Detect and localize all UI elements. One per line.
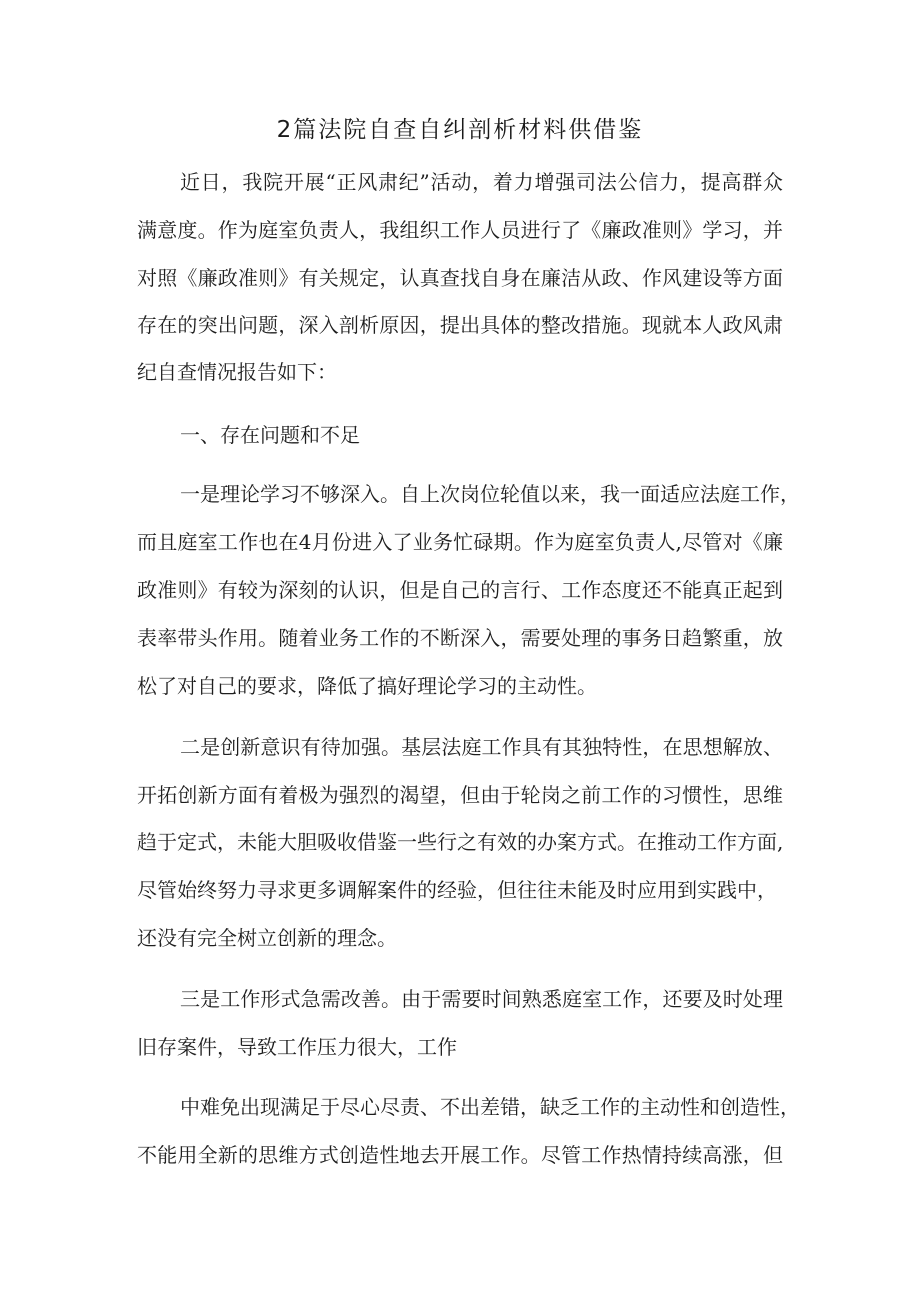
document-title: 2篇法院自查自纠剖析材料供借鉴 — [276, 117, 644, 143]
paragraph-line: 近日，我院开展“正风肃纪”活动，着力增强司法公信力，提高群众 — [180, 170, 783, 194]
paragraph-line: 二是创新意识有待加强。基层法庭工作具有其独特性，在思想解放、 — [180, 735, 783, 759]
paragraph-line: 政准则》有较为深刻的认识，但是自己的言行、工作态度还不能真正起到 — [137, 578, 783, 602]
section-heading: 一、存在问题和不足 — [180, 423, 360, 447]
paragraph-line: 表率带头作用。随着业务工作的不断深入，需要处理的事务日趋繁重，放 — [137, 626, 783, 650]
paragraph-line: 对照《廉政准则》有关规定，认真查找自身在廉洁从政、作风建设等方面 — [137, 266, 783, 290]
paragraph-line: 满意度。作为庭室负责人，我组织工作人员进行了《廉政准则》学习，并 — [137, 218, 783, 242]
paragraph-line: 三是工作形式急需改善。由于需要时间熟悉庭室工作，还要及时处理 — [180, 987, 783, 1011]
paragraph-line: 还没有完全树立创新的理念。 — [137, 926, 397, 950]
paragraph-line: 趋于定式，未能大胆吸收借鉴一些行之有效的办案方式。在推动工作方面, — [137, 830, 784, 854]
paragraph-line: 开拓创新方面有着极为强烈的渴望，但由于轮岗之前工作的习惯性，思维 — [137, 783, 783, 807]
paragraph-line: 旧存案件，导致工作压力很大，工作 — [137, 1035, 457, 1059]
paragraph-line: 存在的突出问题，深入剖析原因，提出具体的整改措施。现就本人政风肃 — [137, 313, 783, 337]
paragraph-line: 纪自查情况报告如下： — [137, 360, 337, 384]
paragraph-line: 而且庭室工作也在4月份进入了业务忙碌期。作为庭室负责人,尽管对《廉 — [137, 530, 783, 554]
paragraph-line: 不能用全新的思维方式创造性地去开展工作。尽管工作热情持续高涨，但 — [137, 1143, 783, 1167]
paragraph-line: 尽管始终努力寻求更多调解案件的经验，但往往未能及时应用到实践中， — [137, 878, 777, 902]
paragraph-line: 一是理论学习不够深入。自上次岗位轮值以来，我一面适应法庭工作， — [180, 482, 800, 506]
paragraph-line: 中难免出现满足于尽心尽责、不出差错，缺乏工作的主动性和创造性， — [180, 1095, 800, 1119]
paragraph-line: 松了对自己的要求，降低了搞好理论学习的主动性。 — [137, 674, 597, 698]
